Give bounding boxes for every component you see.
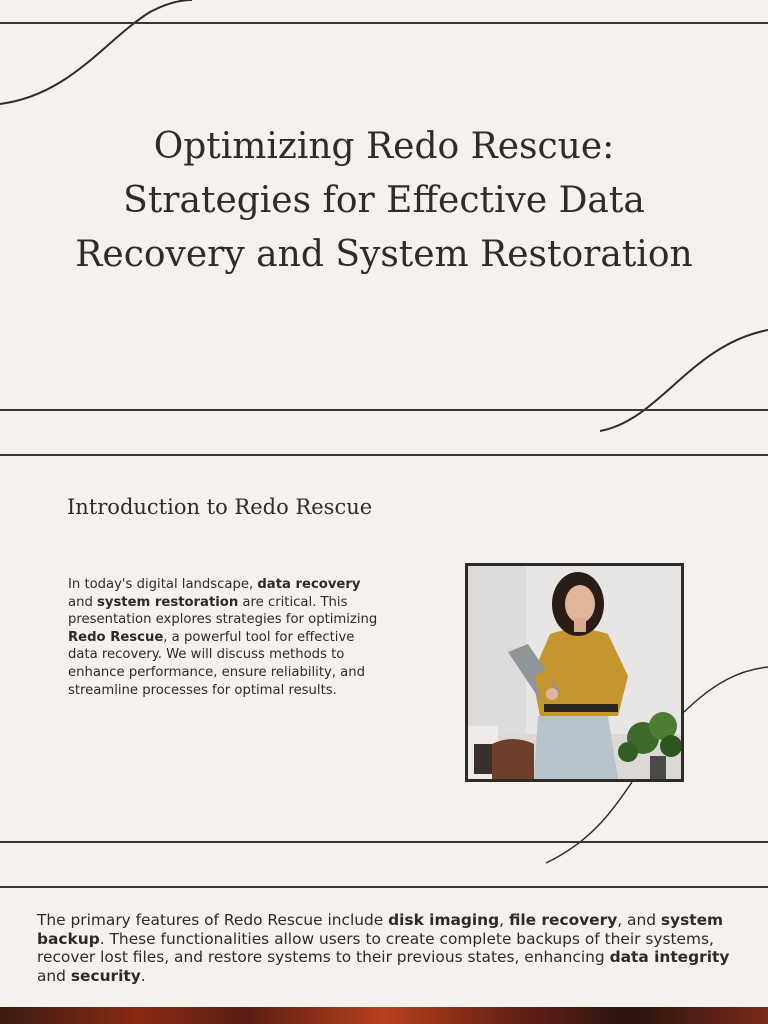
bottom-divider-line (0, 409, 768, 411)
next-slide-image-strip (0, 1007, 768, 1024)
top-divider-line (0, 886, 768, 888)
section-heading: Introduction to Redo Rescue (67, 495, 373, 519)
highlight-term: security (70, 966, 141, 985)
title-line: Optimizing Redo Rescue: (153, 126, 615, 167)
bottom-divider-line (0, 841, 768, 843)
title-line: Strategies for Effective Data (123, 180, 645, 221)
intro-paragraph: In today's digital landscape, data recovery and system restoration are critical. This presentation explores strategies for optimizing Redo Rescue, a powerful tool for effective data recovery. We will discuss methods to enhance performance, ensure reliability, and streamline processes for optimal results. (68, 577, 378, 698)
introduction-slide (0, 432, 768, 864)
title-line: Recovery and System Restoration (75, 234, 693, 275)
top-divider-line (0, 22, 768, 24)
woman-with-tablet-image (465, 563, 684, 782)
highlight-term: file recovery (508, 911, 618, 929)
features-paragraph: The primary features of Redo Rescue include disk imaging, file recovery, and system backup. These functionalities allow users to create complete backups of their systems, recover lost files, and restore systems to their previous states, enhancing data integrity and security. (37, 911, 730, 985)
highlight-term: Redo Rescue (68, 629, 164, 645)
highlight-term: data integrity (609, 948, 730, 966)
features-slide (0, 864, 768, 1024)
presentation-title (40, 120, 728, 282)
highlight-term: disk imaging (388, 911, 500, 929)
title-slide (0, 0, 768, 432)
highlight-term: system backup (37, 911, 724, 948)
highlight-term: system restoration (97, 594, 239, 610)
top-divider-line (0, 454, 768, 456)
photo-illustration (468, 566, 681, 779)
highlight-term: data recovery (257, 577, 361, 592)
